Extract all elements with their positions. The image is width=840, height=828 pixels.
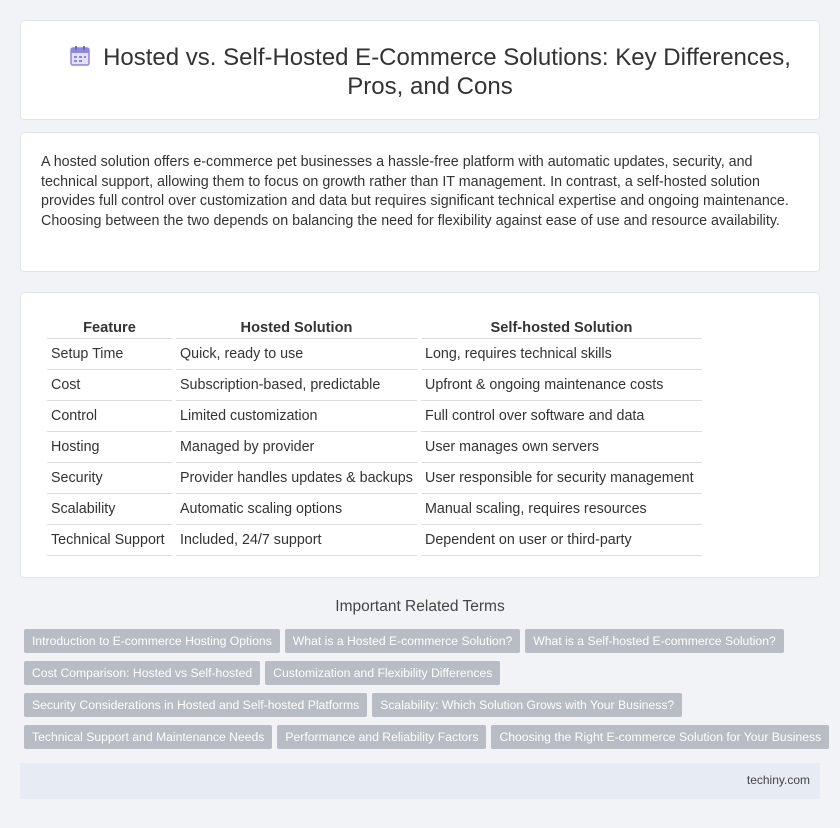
related-term-tag[interactable]: What is a Self-hosted E-commerce Solution? (525, 629, 784, 653)
column-header-hosted: Hosted Solution (176, 315, 417, 339)
page-title-text: Hosted vs. Self-Hosted E-Commerce Solutions: Key Differences, Pros, and Cons (103, 44, 791, 100)
table-cell: Subscription-based, predictable (176, 370, 417, 401)
table-cell: Hosting (47, 432, 172, 463)
table-row (47, 463, 702, 494)
table-cell: Control (47, 401, 172, 432)
table-cell: Limited customization (176, 401, 417, 432)
table-row (47, 494, 702, 525)
table-cell: Upfront & ongoing maintenance costs (421, 370, 702, 401)
table-cell: Cost (47, 370, 172, 401)
column-header-self-hosted: Self-hosted Solution (421, 315, 702, 339)
intro-card (20, 132, 820, 272)
tag-row (24, 629, 824, 661)
table-row (47, 525, 702, 556)
related-terms-tags (24, 629, 824, 757)
table-cell: Long, requires technical skills (421, 339, 702, 370)
tag-row (24, 725, 824, 757)
table-cell: User manages own servers (421, 432, 702, 463)
table-cell: User responsible for security management (421, 463, 702, 494)
page-title (61, 43, 799, 101)
related-term-tag[interactable]: Customization and Flexibility Differences (265, 661, 500, 685)
related-term-tag[interactable]: What is a Hosted E-commerce Solution? (285, 629, 520, 653)
table-row (47, 370, 702, 401)
table-cell: Scalability (47, 494, 172, 525)
footer (20, 763, 820, 799)
calendar-icon (69, 45, 91, 67)
related-term-tag[interactable]: Performance and Reliability Factors (277, 725, 486, 749)
related-term-tag[interactable]: Introduction to E-commerce Hosting Options (24, 629, 280, 653)
table-cell: Full control over software and data (421, 401, 702, 432)
related-terms-title: Important Related Terms (335, 598, 505, 615)
table-cell: Included, 24/7 support (176, 525, 417, 556)
column-header-feature: Feature (47, 315, 172, 339)
table-cell: Dependent on user or third-party (421, 525, 702, 556)
footer-site-link[interactable]: techiny.com (746, 773, 810, 787)
related-term-tag[interactable]: Security Considerations in Hosted and Self-hosted Platforms (24, 693, 367, 717)
table-row (47, 401, 702, 432)
table-row (47, 339, 702, 370)
table-cell: Setup Time (47, 339, 172, 370)
header-card (20, 20, 820, 120)
related-term-tag[interactable]: Technical Support and Maintenance Needs (24, 725, 272, 749)
table-cell: Security (47, 463, 172, 494)
table-cell: Provider handles updates & backups (176, 463, 417, 494)
table-cell: Managed by provider (176, 432, 417, 463)
tag-row (24, 693, 824, 725)
related-term-tag[interactable]: Choosing the Right E-commerce Solution for Your Business (491, 725, 829, 749)
comparison-card (20, 292, 820, 578)
table-header-row (47, 315, 702, 339)
table-row (47, 432, 702, 463)
table-cell: Automatic scaling options (176, 494, 417, 525)
table-cell: Technical Support (47, 525, 172, 556)
related-term-tag[interactable]: Cost Comparison: Hosted vs Self-hosted (24, 661, 260, 685)
table-cell: Quick, ready to use (176, 339, 417, 370)
intro-paragraph: A hosted solution offers e-commerce pet businesses a hassle-free platform with automatic updates, security, and technical support, allowing them to focus on growth rather than IT management. In contrast, a self-hosted solution provides full control over customization and data but requires significant technical expertise and ongoing maintenance. Choosing between the two depends on balancing the need for flexibility against ease of use and resource availability. (41, 154, 789, 229)
comparison-table (43, 315, 706, 556)
related-term-tag[interactable]: Scalability: Which Solution Grows with Your Business? (372, 693, 682, 717)
table-cell: Manual scaling, requires resources (421, 494, 702, 525)
tag-row (24, 661, 824, 693)
